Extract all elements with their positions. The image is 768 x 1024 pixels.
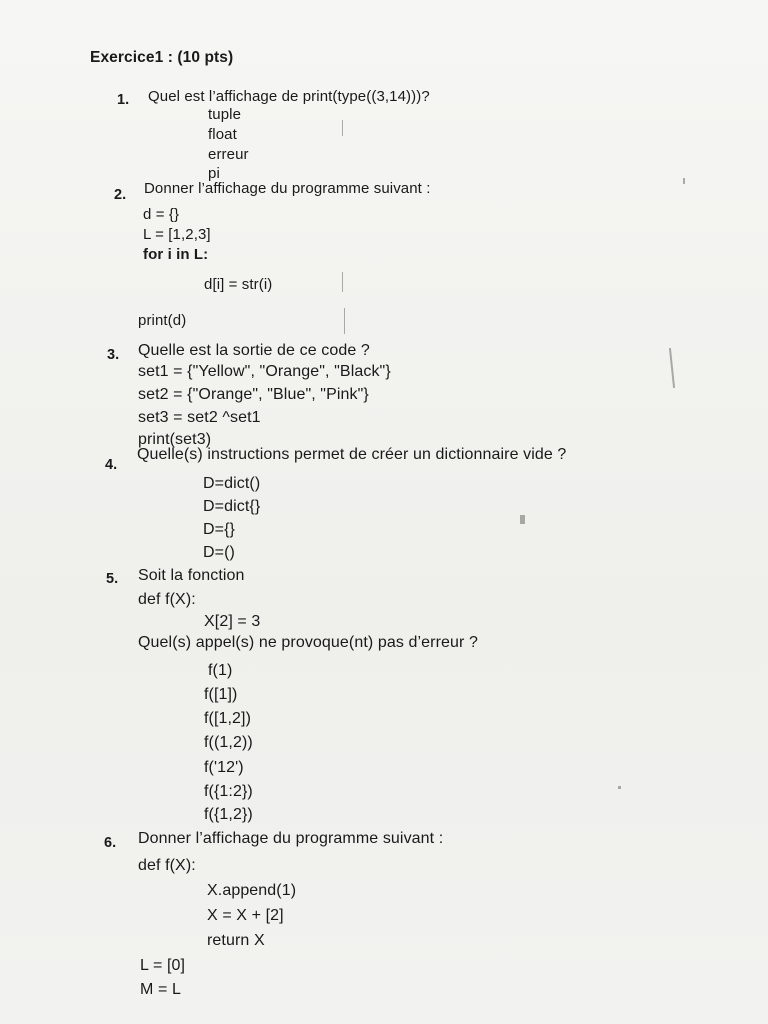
q2-code-line: L = [1,2,3] bbox=[143, 226, 211, 243]
q5-option: f(1) bbox=[208, 662, 233, 679]
scan-mark bbox=[683, 178, 685, 184]
q4-option: D=dict{} bbox=[203, 498, 261, 515]
q5-code-line: def f(X): bbox=[138, 591, 196, 608]
q3-number: 3. bbox=[107, 347, 120, 363]
scan-mark bbox=[669, 348, 675, 388]
q6-code-line: def f(X): bbox=[138, 857, 196, 874]
q2-code-line: print(d) bbox=[138, 312, 187, 329]
q5-code-line: X[2] = 3 bbox=[204, 613, 261, 630]
q5-option: f({1:2}) bbox=[204, 783, 253, 800]
q6-text: Donner l’affichage du programme suivant : bbox=[138, 830, 444, 847]
q6-code-line: X = X + [2] bbox=[207, 907, 284, 924]
q5-question: Quel(s) appel(s) ne provoque(nt) pas d’erreur ? bbox=[138, 634, 478, 651]
q3-code-line: print(set3) bbox=[138, 431, 212, 448]
q2-code-line: d[i] = str(i) bbox=[204, 276, 273, 293]
q3-code-line: set3 = set2 ^set1 bbox=[138, 409, 261, 426]
q4-option: D=dict() bbox=[203, 475, 261, 492]
q4-option: D={} bbox=[203, 521, 235, 538]
q3-code-line: set2 = {"Orange", "Blue", "Pink"} bbox=[138, 386, 369, 403]
q6-code-line: L = [0] bbox=[140, 957, 186, 974]
q4-text: Quelle(s) instructions permet de créer un dictionnaire vide ? bbox=[137, 446, 567, 463]
q5-text: Soit la fonction bbox=[138, 567, 245, 584]
q6-code-line: M = L bbox=[140, 981, 181, 998]
q4-option: D=() bbox=[203, 544, 235, 561]
scan-mark bbox=[344, 308, 345, 334]
q2-number: 2. bbox=[114, 187, 127, 203]
q2-code-line: for i in L: bbox=[143, 246, 209, 263]
q4-number: 4. bbox=[105, 457, 118, 473]
q5-option: f([1]) bbox=[204, 686, 238, 703]
q3-code-line: set1 = {"Yellow", "Orange", "Black"} bbox=[138, 363, 391, 380]
scan-mark bbox=[520, 515, 525, 524]
scan-mark bbox=[618, 786, 621, 789]
q1-number: 1. bbox=[117, 92, 130, 108]
q3-text: Quelle est la sortie de ce code ? bbox=[138, 342, 370, 359]
q1-text: Quel est l’affichage de print(type((3,14)))? bbox=[148, 88, 430, 105]
q6-number: 6. bbox=[104, 835, 117, 851]
q5-option: f([1,2]) bbox=[204, 710, 252, 727]
q5-option: f((1,2)) bbox=[204, 734, 253, 751]
exercise-title: Exercice1 : (10 pts) bbox=[90, 49, 234, 66]
q1-option: float bbox=[208, 126, 237, 143]
q1-option: pi bbox=[208, 165, 220, 182]
q5-option: f({1,2}) bbox=[204, 806, 253, 823]
q2-code-line: d = {} bbox=[143, 206, 180, 223]
q1-option: erreur bbox=[208, 146, 249, 163]
q6-code-line: X.append(1) bbox=[207, 882, 297, 899]
q5-number: 5. bbox=[106, 571, 119, 587]
q5-option: f('12') bbox=[204, 759, 244, 776]
q6-code-line: return X bbox=[207, 932, 265, 949]
scan-mark bbox=[342, 120, 343, 136]
scan-mark bbox=[342, 272, 343, 292]
q2-text: Donner l’affichage du programme suivant : bbox=[144, 180, 431, 197]
q1-option: tuple bbox=[208, 106, 242, 123]
